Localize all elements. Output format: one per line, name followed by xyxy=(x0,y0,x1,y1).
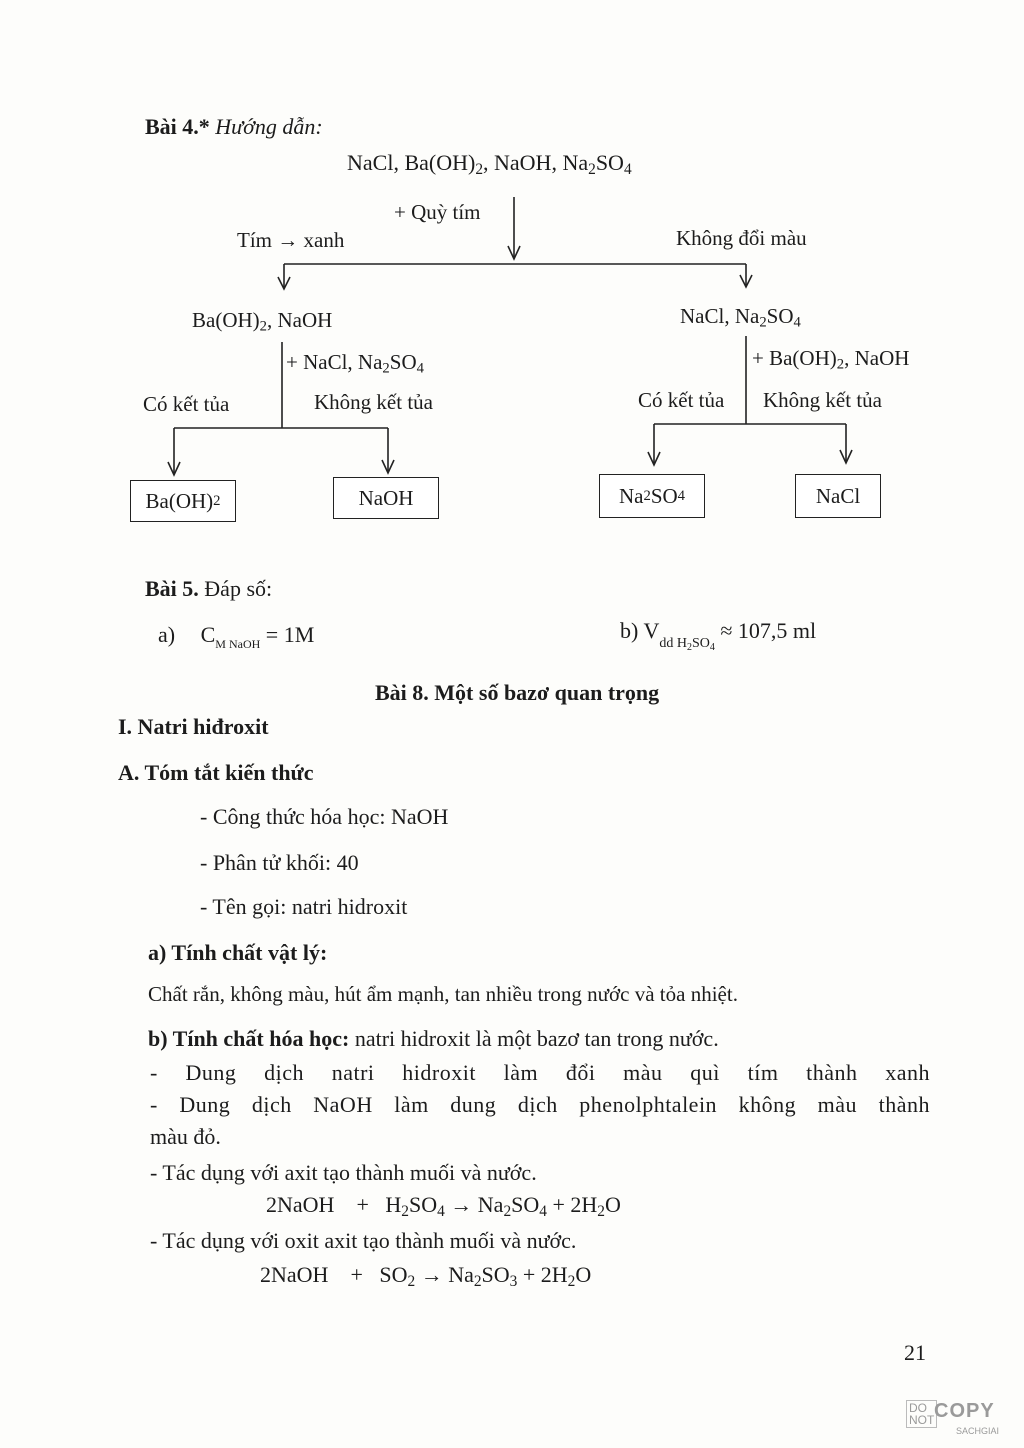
do-not-copy-stamp xyxy=(906,1400,1010,1440)
stamp-do-not: DO NOT xyxy=(906,1400,937,1428)
chemical-line xyxy=(148,1026,719,1052)
fact-formula: - Công thức hóa học: NaOH xyxy=(200,804,449,829)
diagram-root-node: NaCl, $Ba(OH)_2$, NaOH, $Na_2SO_4$ xyxy=(347,150,632,178)
right-group-node: NaCl, $Na_2SO_4$ xyxy=(680,304,801,331)
stamp-copy: COPY xyxy=(934,1400,995,1422)
chemical-heading: b) Tính chất hóa học: xyxy=(148,1026,350,1051)
bai5-heading: Bài 5. Đáp số: xyxy=(145,576,273,601)
branch-label-blue: Tím → xanh xyxy=(237,228,345,252)
result-box-nacl: NaCl xyxy=(795,474,881,518)
bai4-title: Bài 4.* xyxy=(145,114,210,139)
equation-oxide: 2NaOH + $SO_2 \to Na_2SO_3 + 2H_2O$ xyxy=(260,1262,592,1290)
result-box-baoh2: Ba(OH) 2 xyxy=(130,480,236,522)
bai5-answer-b: b) $V_{dd H_2SO_4} \approx 107,5$ ml xyxy=(620,618,817,653)
result-box-naoh: NaOH xyxy=(333,477,439,519)
reagent-left: + NaCl, $Na_2SO_4$ xyxy=(286,350,424,377)
label-precipitate-right: Có kết tủa xyxy=(638,388,725,412)
page-number: 21 xyxy=(904,1340,926,1365)
fact-name: - Tên gọi: natri hidroxit xyxy=(200,894,408,919)
label-precipitate-left: Có kết tủa xyxy=(143,392,230,416)
bai5-answer-a: a) $C_{M NaOH} = 1M$ xyxy=(158,622,315,651)
physical-heading: a) Tính chất vật lý: xyxy=(148,940,328,965)
section-natri-hidroxit: I. Natri hiđroxit xyxy=(118,714,269,739)
branch-label-unchanged: Không đổi màu xyxy=(676,226,807,250)
chemical-intro: natri hidroxit là một bazơ tan trong nước. xyxy=(349,1026,719,1051)
equation-acid: 2NaOH + $H_2SO_4 \to Na_2SO_4 + 2H_2O$ xyxy=(266,1192,621,1220)
bai4-note: Hướng dẫn: xyxy=(215,114,323,139)
label-no-precipitate-left: Không kết tủa xyxy=(314,390,433,414)
physical-text: Chất rắn, không màu, hút ẩm mạnh, tan nhiều trong nước và tỏa nhiệt. xyxy=(148,982,738,1006)
reagent-litmus: + Quỳ tím xyxy=(394,200,481,224)
result-box-na2so4: Na 2 SO 4 xyxy=(599,474,705,518)
reagent-right: + $Ba(OH)_2$, NaOH xyxy=(752,346,910,373)
label-no-precipitate-right: Không kết tủa xyxy=(763,388,882,412)
left-group-node: $Ba(OH)_2$, NaOH xyxy=(192,308,333,335)
chem-line-acid: - Tác dụng với axit tạo thành muối và nước. xyxy=(150,1160,537,1185)
subsection-summary: A. Tóm tắt kiến thức xyxy=(118,760,314,785)
bai8-title: Bài 8. Một số bazơ quan trọng xyxy=(375,680,660,705)
stamp-site: SACHGIAI xyxy=(956,1426,1000,1436)
chem-line-phenol-cont: màu đỏ. xyxy=(150,1124,221,1149)
chem-line-phenol: - Dung dịch NaOH làm dung dịch phenolphtalein không màu thành xyxy=(150,1092,930,1117)
chem-line-oxide: - Tác dụng với oxit axit tạo thành muối và nước. xyxy=(150,1228,577,1253)
fact-molar-mass: - Phân tử khối: 40 xyxy=(200,850,359,875)
chem-line-litmus: - Dung dịch natri hidroxit làm đổi màu quì tím thành xanh xyxy=(150,1060,930,1085)
